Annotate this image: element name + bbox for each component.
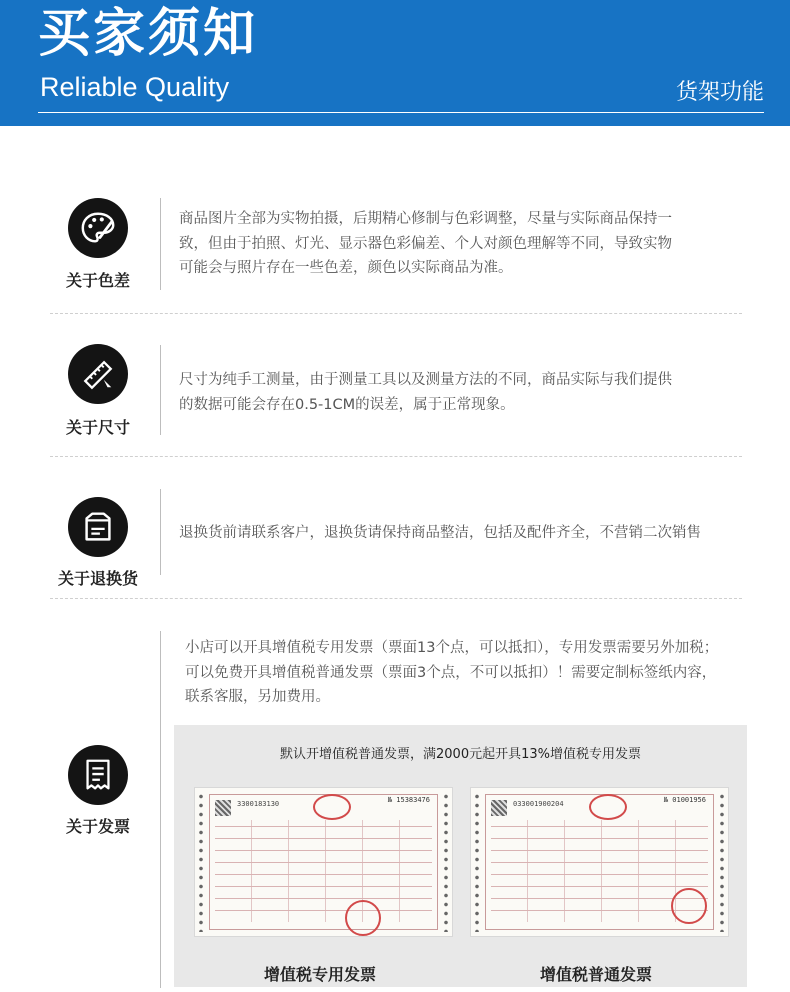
color-diff-text: 商品图片全部为实物拍摄，后期精心修制与色彩调整，尽量与实际商品保持一 致，但由于拍照、灯光、显示器色彩偏差、个人对颜色理解等不同，导致实物 可能会与照片存在一些色差，颜色以实际商品为准。	[179, 211, 672, 276]
page-title: 买家须知	[38, 4, 259, 64]
row-divider	[50, 598, 742, 599]
general-invoice-image: 033001900204 № 01001956	[470, 787, 729, 937]
qr-code-icon	[215, 800, 231, 816]
returns-label: 关于退换货	[57, 569, 138, 588]
invoice-sample-panel	[174, 725, 747, 987]
seal-stamp	[345, 900, 381, 936]
divider-vertical	[160, 489, 161, 575]
qr-code-icon	[491, 800, 507, 816]
size-text: 尺寸为纯手工测量，由于测量工具以及测量方法的不同，商品实际与我们提供 的数据可能会存在0.5-1CM的误差，属于正常现象。	[179, 372, 672, 413]
ruler-pencil-icon	[68, 344, 128, 404]
divider-vertical	[160, 198, 161, 290]
special-invoice-image: 3300183130 № 15383476	[194, 787, 453, 937]
invoice-caption: 默认开增值税普通发票，满2000元起开具13%增值税专用发票	[280, 747, 641, 762]
header-banner	[0, 0, 790, 126]
returns-text: 退换货前请联系客户，退换货请保持商品整洁，包括及配件齐全，不营销二次销售	[179, 525, 701, 541]
seal-stamp	[671, 888, 707, 924]
seal-stamp	[313, 794, 351, 820]
invoice-text: 小店可以开具增值税专用发票（票面13个点，可以抵扣），专用发票需要另外加税； 可以免费开具增值税普通发票（票面3个点，不可以抵扣）！需要定制标签纸内容， 联系客服，另加费用。	[185, 640, 719, 705]
general-invoice-caption: 增值税普通发票	[540, 965, 653, 984]
size-label: 关于尺寸	[65, 418, 130, 437]
special-invoice-caption: 增值税专用发票	[264, 965, 377, 984]
seal-stamp	[589, 794, 627, 820]
divider-vertical	[160, 345, 161, 435]
page-subtitle: Reliable Quality	[40, 72, 230, 102]
header-divider	[38, 112, 764, 113]
divider-vertical	[160, 631, 161, 988]
palette-icon	[68, 198, 128, 258]
row-divider	[50, 313, 742, 314]
package-box-icon	[68, 497, 128, 557]
color-diff-label: 关于色差	[65, 271, 130, 290]
row-divider	[50, 456, 742, 457]
receipt-icon	[68, 745, 128, 805]
section-label: 货架功能	[675, 80, 764, 105]
invoice-label: 关于发票	[65, 817, 130, 836]
